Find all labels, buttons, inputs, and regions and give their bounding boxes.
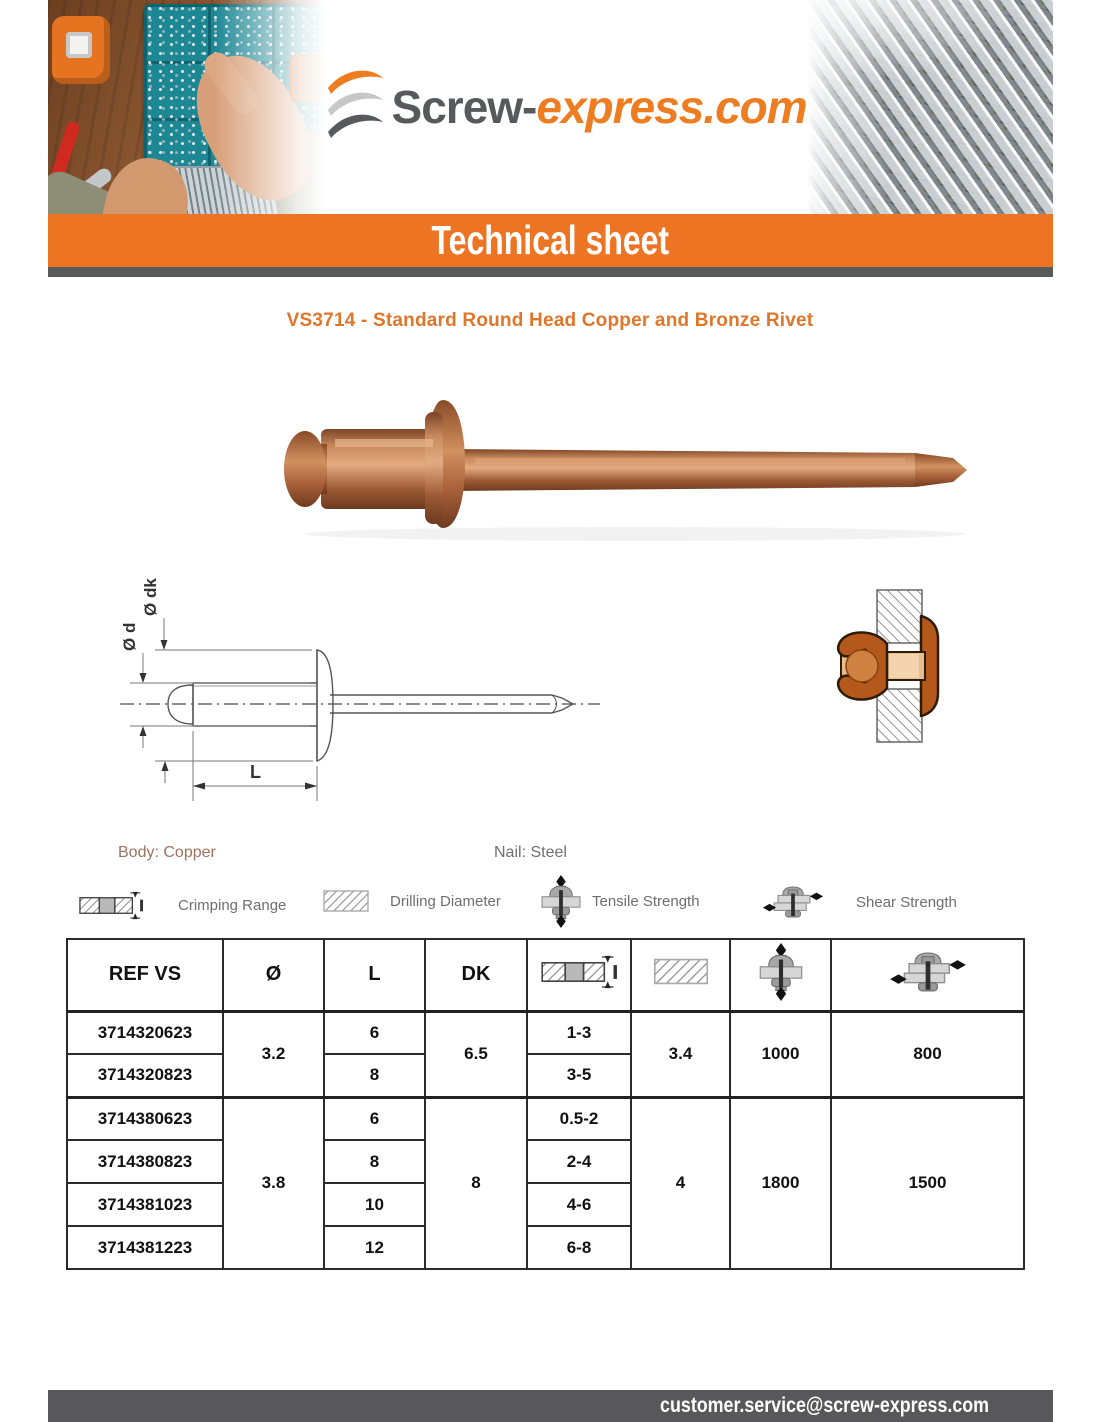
header [48,0,1053,214]
sleeve-shape [263,113,326,214]
cell-ref: 3714380623 [67,1097,223,1140]
legend-crimping-range [78,886,286,925]
cell-grip: 2-4 [527,1140,631,1183]
header-shear-strength [831,939,1024,1011]
cell-shear: 800 [831,1011,1024,1097]
tape-measure-window-shape [66,32,92,58]
cell-grip: 6-8 [527,1226,631,1269]
legend-label: Crimping Range [178,897,287,914]
banner-title: Technical sheet [431,217,670,263]
cell-length: 8 [324,1054,425,1097]
header-ref-vs: REF VS [67,939,223,1011]
drilling-diameter-icon [322,888,370,914]
wrench-shape [48,166,114,214]
header-tensile-strength [730,939,831,1011]
cell-ref: 3714380823 [67,1140,223,1183]
product-photo-rivet [275,392,995,547]
cell-diameter: 3.2 [223,1011,324,1097]
table-row [67,1097,1024,1140]
screwdriver-shaft-shape [63,196,86,214]
header-dk: DK [425,939,527,1011]
cell-grip: 1-3 [527,1011,631,1054]
brand-dark: Screw- [391,81,537,133]
header-length: L [324,939,425,1011]
case-handle-shape [198,168,278,212]
cell-drill: 3.4 [631,1011,730,1097]
cell-length: 6 [324,1097,425,1140]
diagram-label-dk: Ø dk [141,578,160,616]
hand-shape-2 [92,150,198,214]
finger-shape [199,47,263,118]
installed-rivet-illustration [833,586,943,746]
diagram-label-l: L [250,762,261,782]
cell-shear: 1500 [831,1097,1024,1269]
screws-photo [807,0,1053,214]
spec-table [66,938,1025,1270]
legend-label: Tensile Strength [592,893,700,910]
cell-length: 12 [324,1226,425,1269]
header-diameter: Ø [223,939,324,1011]
brand-orange: express.com [536,81,807,133]
legend-tensile-strength [540,874,700,929]
banner-shadow [48,267,1053,277]
logo [326,0,807,214]
technical-diagram [100,556,760,824]
material-body-label: Body: Copper [118,844,216,861]
tape-measure-shape [52,16,110,84]
cell-ref: 3714381023 [67,1183,223,1226]
footer-email: customer.service@screw-express.com [660,1394,989,1417]
footer [48,1390,1053,1422]
crimping-range-icon [78,886,144,925]
crimping-range-icon [539,949,619,995]
page-title: VS3714 - Standard Round Head Copper and Bronze Rivet [286,310,814,331]
organizer-case-shape [144,4,326,176]
cell-ref: 3714381223 [67,1226,223,1269]
legend-shear-strength [762,882,957,922]
logo-swoosh-icon [326,66,384,144]
cell-dk: 8 [425,1097,527,1269]
cell-length: 10 [324,1183,425,1226]
drilling-diameter-icon [652,956,710,987]
cell-grip: 0.5-2 [527,1097,631,1140]
header-crimping-range [527,939,631,1011]
technical-sheet-banner [48,214,1053,267]
parts-box-shape [292,56,326,100]
cell-dk: 6.5 [425,1011,527,1097]
cell-ref: 3714320823 [67,1054,223,1097]
cell-tensile: 1000 [730,1011,831,1097]
table-header-row [67,939,1024,1011]
shear-strength-icon [889,947,967,997]
cell-length: 8 [324,1140,425,1183]
tensile-strength-icon [540,874,582,929]
cell-length: 6 [324,1011,425,1054]
screwdriver-shape [48,120,81,212]
legend-label: Drilling Diameter [390,892,501,910]
cell-tensile: 1800 [730,1097,831,1269]
diagram-label-d: Ø d [120,622,139,651]
cell-ref: 3714320623 [67,1011,223,1054]
screw-tray-shape [144,168,296,214]
legend-label: Shear Strength [856,893,957,911]
legend-drilling-diameter [322,888,501,914]
logo-text [392,80,807,134]
header-drilling-diameter [631,939,730,1011]
cell-grip: 3-5 [527,1054,631,1097]
shear-strength-icon [762,882,824,922]
material-nail-label: Nail: Steel [494,844,567,861]
hand-shape [176,38,326,214]
tensile-strength-icon [758,942,804,1002]
cell-diameter: 3.8 [223,1097,324,1269]
table-row [67,1011,1024,1054]
cell-grip: 4-6 [527,1183,631,1226]
workbench-photo [48,0,326,214]
sleeve-shape-2 [48,166,135,214]
cell-drill: 4 [631,1097,730,1269]
